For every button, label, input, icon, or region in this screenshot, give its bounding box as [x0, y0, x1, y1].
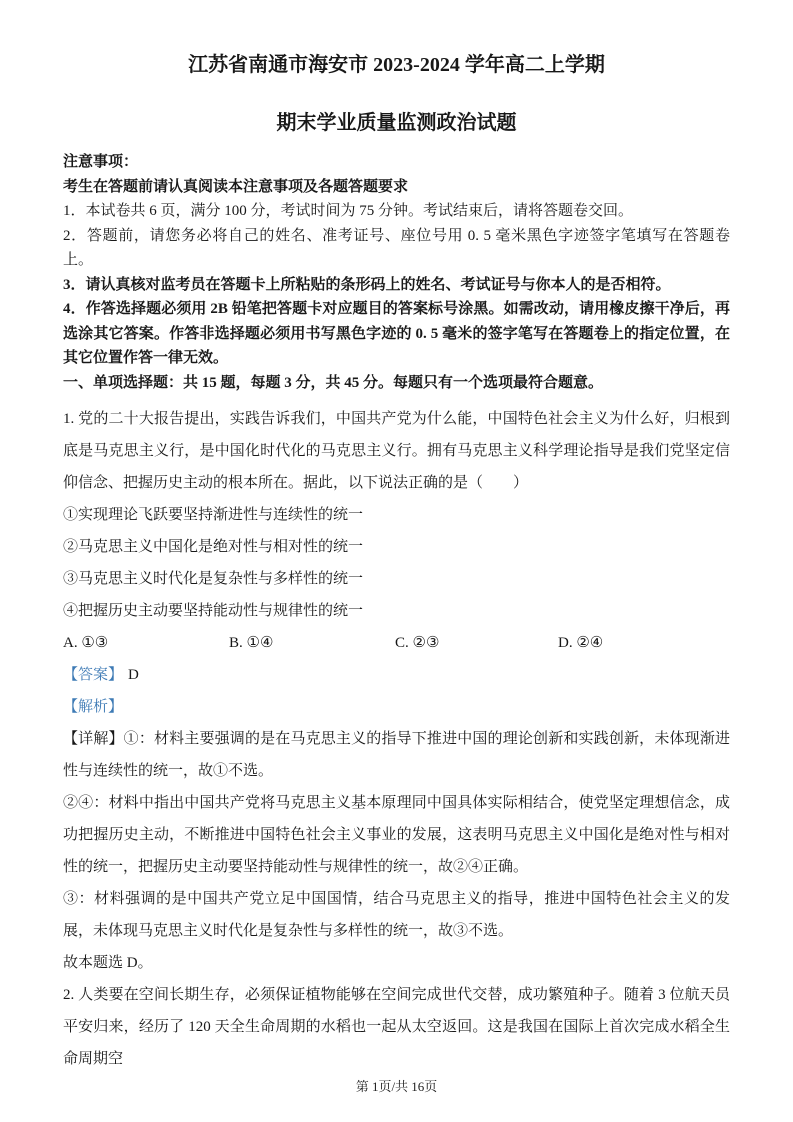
question-answer-section [63, 403, 730, 1075]
notice-subheader: 考生在答题前请认真阅读本注意事项及各题答题要求 [63, 178, 409, 195]
explanation-paragraph-2: ②④：材料中指出中国共产党将马克思主义基本原理同中国具体实际相结合，使党坚定理想信念，成功把握历史主动，不断推进中国特色社会主义事业的发展，这表明马克思主义中国化是绝对性与相对性的统一，把握历史主动要坚持能动性与规律性的统一，故②④正确。 [63, 794, 730, 875]
notice-item-3: 3．请认真核对监考员在答题卡上所粘贴的条形码上的姓名、考试证号与你本人的是否相符。 [63, 276, 671, 293]
analysis-label: 【解析】 [63, 698, 124, 715]
question-1-statement-1: ①实现理论飞跃要坚持渐进性与连续性的统一 [63, 506, 364, 523]
explanation-conclusion: 故本题选 D。 [63, 954, 153, 971]
notice-header: 注意事项： [63, 154, 139, 170]
exam-title-line2: 期末学业质量监测政治试题 [276, 112, 517, 134]
question-1-statement-4: ④把握历史主动要坚持能动性与规律性的统一 [63, 602, 364, 619]
answer-line [63, 659, 730, 691]
question-1-statement-3: ③马克思主义时代化是复杂性与多样性的统一 [63, 570, 364, 587]
notice-item-2: 2．答题前，请您务必将自己的姓名、准考证号、座位号用 0. 5 毫米黑色字迹签字笔填写在答题卷上。 [63, 227, 730, 268]
notice-section [63, 150, 730, 396]
question-1-options [63, 627, 730, 659]
explanation-paragraph-3: ③：材料强调的是中国共产党立足中国国情，结合马克思主义的指导，推进中国特色社会主义的发展，未体现马克思主义时代化是复杂性与多样性的统一，故③不选。 [63, 890, 730, 939]
notice-item-4: 4．作答选择题必须用 2B 铅笔把答题卡对应题目的答案标号涂黑。如需改动，请用橡皮擦干净后，再选涂其它答案。作答非选择题必须用书写黑色字迹的 0. 5 毫米的签字笔写在答题卷上的指定位置，在其它位置作答一律无效。 [63, 301, 730, 366]
notice-item-1: 1．本试卷共 6 页，满分 100 分，考试时间为 75 分钟。考试结束后，请将答题卷交回。 [63, 203, 634, 219]
section-header: 一、单项选择题：共 15 题，每题 3 分，共 45 分。每题只有一个选项最符合题意。 [63, 374, 604, 391]
answer-value: D [128, 666, 139, 683]
answer-label: 【答案】 [63, 666, 124, 683]
page-number: 第 1页/共 16页 [355, 1079, 438, 1094]
option-a: A. ①③ [63, 634, 109, 651]
option-d: D. ②④ [558, 634, 604, 651]
option-b: B. ①④ [229, 634, 274, 651]
exam-title-line1: 江苏省南通市海安市 2023-2024 学年高二上学期 [188, 54, 605, 76]
option-c: C. ②③ [395, 634, 440, 651]
question-1-statement-2: ②马克思主义中国化是绝对性与相对性的统一 [63, 538, 364, 555]
question-2-stem: 2. 人类要在空间长期生存，必须保证植物能够在空间完成世代交替，成功繁殖种子。随着 3 位航天员平安归来，经历了 120 天全生命周期的水稻也一起从太空返回。这是我国在国际上首次完成水稻全生命周期空 [63, 986, 730, 1067]
explanation-paragraph-1: 【详解】①：材料主要强调的是在马克思主义的指导下推进中国的理论创新和实践创新，未体现渐进性与连续性的统一，故①不选。 [63, 730, 730, 779]
question-1-stem: 1. 党的二十大报告提出，实践告诉我们，中国共产党为什么能，中国特色社会主义为什么好，归根到底是马克思主义行，是中国化时代化的马克思主义行。拥有马克思主义科学理论指导是我们党坚定信仰信念、把握历史主动的根本所在。据此，以下说法正确的是（ ） [63, 410, 730, 491]
